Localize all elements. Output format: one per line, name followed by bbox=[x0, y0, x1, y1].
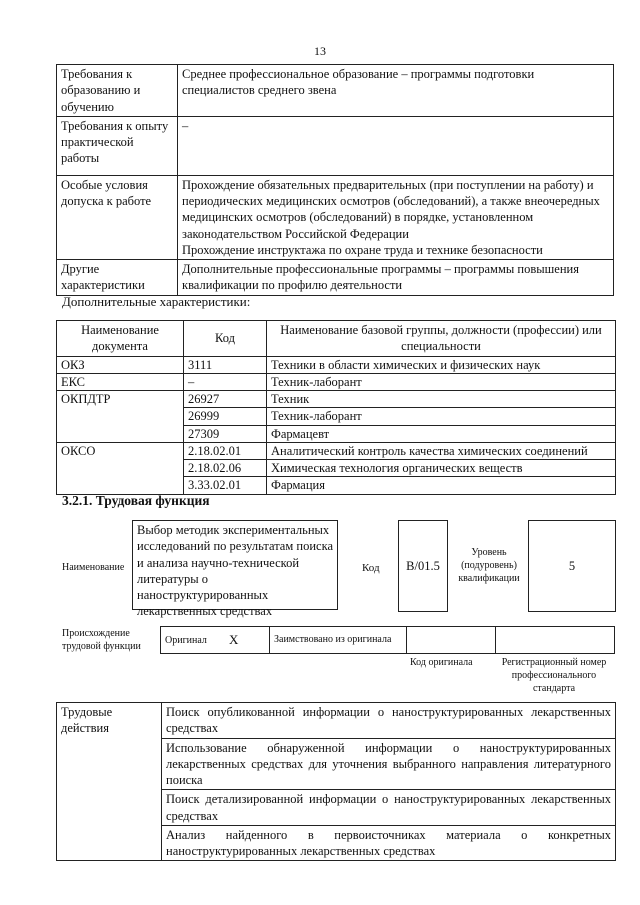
function-level-box: 5 bbox=[528, 520, 616, 612]
table-row bbox=[57, 391, 616, 408]
table-row bbox=[57, 442, 616, 459]
column-header: Наименование документа bbox=[57, 321, 184, 357]
original-mark: X bbox=[225, 627, 270, 654]
table-row bbox=[57, 260, 614, 296]
code-cell: 2.18.02.01 bbox=[184, 442, 267, 459]
code-original-label: Код оригинала bbox=[410, 657, 473, 668]
name-cell: Техник-лаборант bbox=[267, 373, 616, 390]
doc-cell: ОКЗ bbox=[57, 356, 184, 373]
experience-label: Требования к опыту практической работы bbox=[57, 116, 178, 175]
function-name-box: Выбор методик экспериментальных исследований по результатам поиска и анализа научно-технической литературы о наноструктурированных лекарственных средствах bbox=[132, 520, 338, 610]
function-title: 3.2.1. Трудовая функция bbox=[62, 493, 210, 508]
name-cell: Фармация bbox=[267, 477, 616, 494]
reg-number-cell bbox=[496, 627, 615, 654]
conditions-label: Особые условия допуска к работе bbox=[57, 175, 178, 259]
code-cell: 26927 bbox=[184, 391, 267, 408]
page-number: 13 bbox=[314, 44, 326, 58]
code-cell: 26999 bbox=[184, 408, 267, 425]
action-item: Использование обнаруженной информации о наноструктурированных лекарственных средствах для уточнения выбранного направления литературного поиска bbox=[162, 738, 616, 790]
column-header: Наименование базовой группы, должности (профессии) или специальности bbox=[267, 321, 616, 357]
original-label: Оригинал bbox=[161, 627, 226, 654]
name-cell: Аналитический контроль качества химических соединений bbox=[267, 442, 616, 459]
table-row bbox=[57, 175, 614, 259]
name-cell: Химическая технология органических веществ bbox=[267, 460, 616, 477]
code-label: Код bbox=[362, 562, 380, 574]
actions-table bbox=[56, 702, 616, 861]
action-item: Поиск детализированной информации о наноструктурированных лекарственных средствах bbox=[162, 790, 616, 826]
name-cell: Техники в области химических и физических наук bbox=[267, 356, 616, 373]
table-row bbox=[57, 116, 614, 175]
code-cell: – bbox=[184, 373, 267, 390]
education-value: Среднее профессиональное образование – программы подготовки специалистов среднего звена bbox=[178, 65, 614, 117]
column-header: Код bbox=[184, 321, 267, 357]
actions-label: Трудовые действия bbox=[57, 703, 162, 861]
extra-characteristics-title: Дополнительные характеристики: bbox=[62, 294, 251, 309]
table-row bbox=[57, 373, 616, 390]
name-cell: Фармацевт bbox=[267, 425, 616, 442]
code-cell: 27309 bbox=[184, 425, 267, 442]
name-cell: Техник-лаборант bbox=[267, 408, 616, 425]
table-row bbox=[57, 703, 616, 739]
table-header-row bbox=[57, 321, 616, 357]
conditions-cell bbox=[178, 175, 614, 259]
conditions-value-2: Прохождение инструктажа по охране труда и технике безопасности bbox=[182, 242, 543, 257]
code-cell: 2.18.02.06 bbox=[184, 460, 267, 477]
name-label: Наименование bbox=[62, 562, 125, 573]
requirements-table bbox=[56, 64, 614, 296]
name-cell: Техник bbox=[267, 391, 616, 408]
action-item: Анализ найденного в первоисточниках материала о конкретных наноструктурированных лекарственных средствах bbox=[162, 825, 616, 861]
code-original-cell bbox=[407, 627, 496, 654]
origin-table bbox=[160, 626, 615, 654]
borrowed-label: Заимствовано из оригинала bbox=[270, 627, 407, 654]
code-cell: 3111 bbox=[184, 356, 267, 373]
action-item: Поиск опубликованной информации о наноструктурированных лекарственных средствах bbox=[162, 703, 616, 739]
doc-cell: ЕКС bbox=[57, 373, 184, 390]
conditions-value: Прохождение обязательных предварительных (при поступлении на работу) и периодических медицинских осмотров (обследований), а также внеочередных медицинских осмотров (обследований) в порядке, установленном законодательством Российской Федерации bbox=[182, 177, 600, 241]
extra-characteristics-table bbox=[56, 320, 616, 495]
table-row bbox=[57, 356, 616, 373]
code-cell: 3.33.02.01 bbox=[184, 477, 267, 494]
function-code-box: B/01.5 bbox=[398, 520, 448, 612]
education-label: Требования к образованию и обучению bbox=[57, 65, 178, 117]
experience-value: – bbox=[178, 116, 614, 175]
table-row bbox=[57, 65, 614, 117]
other-value: Дополнительные профессиональные программы – программы повышения квалификации по профилю деятельности bbox=[178, 260, 614, 296]
doc-cell: ОКСО bbox=[57, 442, 184, 494]
level-label: Уровень (подуровень) квалификации bbox=[458, 547, 520, 584]
reg-number-label: Регистрационный номер профессионального стандарта bbox=[501, 657, 607, 694]
other-label: Другие характеристики bbox=[57, 260, 178, 296]
origin-label: Происхождение трудовой функции bbox=[62, 628, 141, 652]
table-row bbox=[161, 627, 615, 654]
doc-cell: ОКПДТР bbox=[57, 391, 184, 443]
